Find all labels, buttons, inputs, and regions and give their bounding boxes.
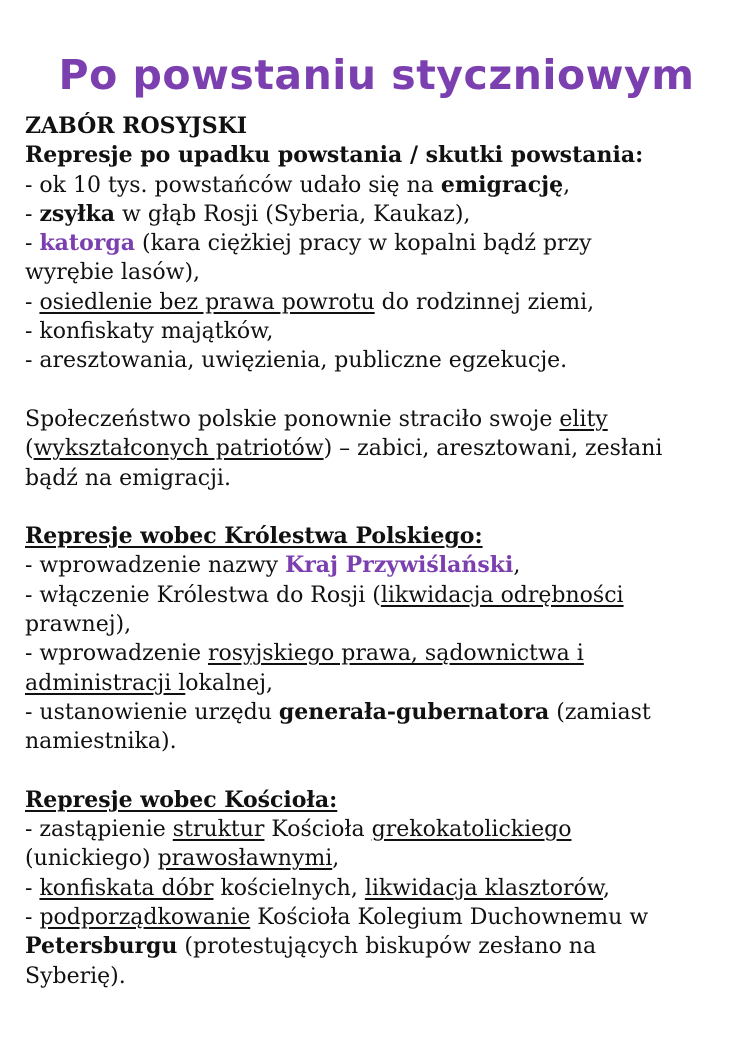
term-grekokatolicki: grekokatolickiego	[371, 817, 572, 843]
text: kościelnych,	[213, 875, 365, 901]
term-konfiskata: konfiskata dóbr	[39, 875, 214, 901]
kingdom-heading: Represje wobec Królestwa Polskiego:	[25, 523, 483, 550]
text: - wprowadzenie	[25, 641, 208, 667]
list-item-continuation	[25, 932, 728, 961]
list-item-continuation: prawnej),	[25, 612, 132, 638]
text: - zastąpienie	[25, 817, 173, 843]
text: okalnej,	[185, 670, 274, 696]
term-likwidacja: likwidacja odrębności	[380, 582, 624, 608]
list-item-continuation: Syberię).	[25, 963, 126, 989]
text: Społeczeństwo polskie ponownie straciło swoje	[25, 406, 560, 432]
spacer	[25, 757, 728, 786]
spacer	[25, 493, 728, 522]
text: (unickiego)	[25, 846, 158, 872]
text: ,	[563, 172, 571, 198]
text: -	[25, 905, 40, 931]
list-item	[25, 815, 728, 844]
term-general-gubernator: generała-gubernatora	[278, 698, 550, 725]
paragraph-line: bądź na emigracji.	[25, 465, 231, 491]
term-zsylka: zsyłka	[39, 200, 116, 227]
text: ,	[513, 553, 521, 579]
list-item-continuation: wyrębie lasów),	[25, 260, 201, 286]
list-item	[25, 581, 728, 610]
text: - włączenie Królestwa do Rosji (	[25, 582, 381, 608]
list-item-continuation	[25, 844, 728, 873]
section-header: ZABÓR ROSYJSKI	[25, 113, 247, 139]
text: -	[25, 289, 40, 315]
text: - wprowadzenie nazwy	[25, 553, 286, 579]
list-item	[25, 229, 728, 258]
text: ,	[332, 846, 340, 872]
term-petersburg: Petersburgu	[25, 933, 178, 960]
term-struktur: struktur	[172, 817, 265, 843]
page-title: Po powstaniu styczniowym	[58, 51, 695, 99]
term-emigration: emigrację	[440, 171, 564, 198]
term-administracja: administracji l	[25, 670, 186, 696]
paragraph-line	[25, 405, 728, 434]
term-klasztory: likwidacja klasztorów	[364, 875, 603, 901]
list-item	[25, 698, 728, 727]
text: ,	[603, 875, 610, 901]
list-item	[25, 551, 728, 580]
paragraph-line	[25, 434, 728, 463]
term-osiedlenie: osiedlenie bez prawa powrotu	[39, 289, 375, 315]
text: -	[25, 875, 40, 901]
list-item	[25, 200, 728, 229]
text: ) – zabici, aresztowani, zesłani	[323, 436, 663, 462]
text: -	[25, 231, 40, 257]
term-podporzadkowanie: podporządkowanie	[39, 905, 251, 931]
list-item	[25, 874, 728, 903]
text: (zamiast	[549, 699, 651, 725]
text: (	[25, 436, 34, 462]
repressions-heading: Represje po upadku powstania / skutki powstania:	[25, 142, 644, 169]
list-item	[25, 903, 728, 932]
term-elity: elity	[559, 406, 608, 432]
list-item	[25, 288, 728, 317]
list-item	[25, 171, 728, 200]
term-patrioci: wykształconych patriotów	[33, 436, 324, 462]
list-item-continuation: namiestnika).	[25, 729, 177, 755]
list-item	[25, 639, 728, 668]
text: - ustanowienie urzędu	[25, 699, 279, 725]
spacer	[25, 376, 728, 405]
term-kraj-przywislanski: Kraj Przywiślański	[285, 552, 514, 579]
term-katorga: katorga	[39, 230, 135, 257]
church-heading: Represje wobec Kościoła:	[25, 786, 338, 813]
text: Kościoła Kolegium Duchownemu w	[250, 905, 649, 931]
term-prawoslawnymi: prawosławnymi	[157, 846, 333, 872]
text: (kara ciężkiej pracy w kopalni bądź przy	[135, 231, 592, 257]
text: do rodzinnej ziemi,	[374, 289, 595, 315]
text: (protestujących biskupów zesłano na	[177, 934, 597, 960]
term-rosyjskie-prawo: rosyjskiego prawa, sądownictwa i	[207, 641, 584, 667]
text: -	[25, 201, 40, 227]
list-item: - aresztowania, uwięzienia, publiczne egzekucje.	[25, 348, 568, 374]
text: Kościoła	[264, 817, 372, 843]
text: w głąb Rosji (Syberia, Kaukaz),	[115, 201, 471, 227]
list-item-continuation	[25, 669, 728, 698]
text: - ok 10 tys. powstańców udało się na	[25, 172, 441, 198]
list-item: - konfiskaty majątków,	[25, 319, 274, 345]
